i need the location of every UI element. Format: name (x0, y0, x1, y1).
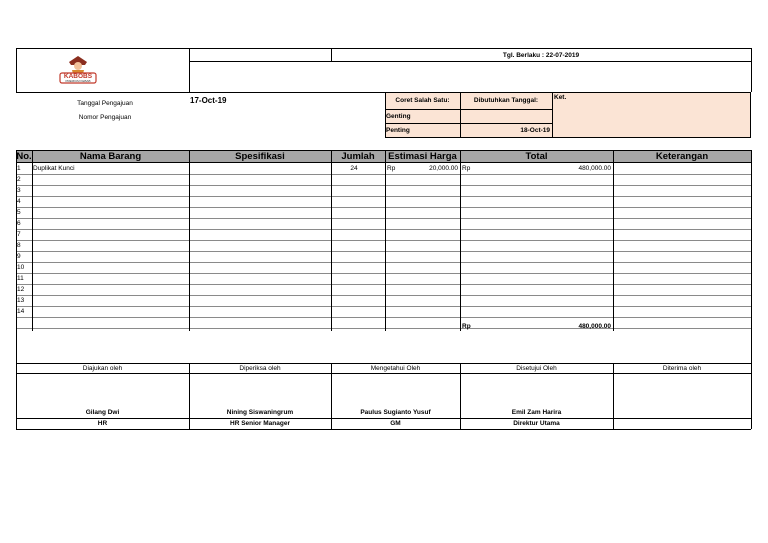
option-penting[interactable]: Penting (386, 127, 410, 134)
row-1-cur: Rp (387, 165, 396, 172)
signature-1-title: HR (97, 420, 108, 427)
row-5-no: 5 (17, 209, 21, 216)
col-header-keterangan: Keterangan (655, 151, 709, 162)
signature-2-name: Nining Siswaningrum (226, 409, 294, 416)
strike-one-label: Coret Salah Satu: (395, 97, 450, 104)
signature-1-name: Gilang Dwi (85, 409, 120, 416)
col-header-estimasi-harga: Estimasi Harga (388, 151, 457, 162)
col-header-total: Total (525, 151, 548, 162)
row-14-no: 14 (17, 308, 25, 315)
signature-3-name: Paulus Sugianto Yusuf (360, 409, 431, 416)
col-header-nama-barang: Nama Barang (79, 151, 142, 162)
request-number-label: Nomor Pengajuan (78, 114, 132, 121)
grand-total-value: 480,000.00 (578, 323, 611, 330)
col-header-spesifikasi: Spesifikasi (235, 151, 285, 162)
row-4-no: 4 (17, 198, 21, 205)
request-date-label: Tanggal Pengajuan (77, 100, 133, 107)
row-12-no: 12 (17, 286, 25, 293)
col-header-jumlah: Jumlah (341, 151, 375, 162)
row-2-no: 2 (17, 176, 21, 183)
row-3-no: 3 (17, 187, 21, 194)
logo-subtext: PREMIUM KEBAB (65, 79, 91, 83)
row-1-name: Duplikat Kunci (33, 165, 75, 172)
signature-4-role: Disetujui Oleh (516, 365, 557, 372)
row-7-no: 7 (17, 231, 21, 238)
signature-3-title: GM (390, 420, 401, 427)
row-1-price: 20,000.00 (429, 165, 458, 172)
company-logo (57, 53, 99, 87)
row-11-no: 11 (17, 275, 24, 282)
col-header-no: No. (16, 151, 32, 162)
signature-4-name: Emil Zam Harira (511, 409, 562, 416)
row-1-tcur: Rp (462, 165, 471, 172)
row-6-no: 6 (17, 220, 21, 227)
row-1-no: 1 (17, 165, 21, 172)
effective-date: Tgl. Berlaku : 22-07-2019 (502, 52, 580, 59)
signature-2-title: HR Senior Manager (230, 420, 290, 427)
request-date-value: 17-Oct-19 (190, 96, 227, 105)
signature-3-role: Mengetahui Oleh (370, 365, 421, 372)
signature-2-role: Diperiksa oleh (239, 365, 281, 372)
row-8-no: 8 (17, 242, 21, 249)
signature-5-role: Diterima oleh (662, 365, 702, 372)
grand-total-currency: Rp (462, 323, 471, 330)
needed-date-value: 18-Oct-19 (520, 127, 550, 134)
row-1-total: 480,000.00 (578, 165, 611, 172)
option-genting[interactable]: Genting (386, 113, 411, 120)
notes-label: Ket. (554, 94, 567, 101)
needed-date-label: Dibutuhkan Tanggal: (473, 97, 539, 104)
row-10-no: 10 (17, 264, 25, 271)
row-9-no: 9 (17, 253, 21, 260)
signature-4-title: Direktur Utama (513, 420, 560, 427)
signature-1-role: Diajukan oleh (82, 365, 123, 372)
logo-text: KABOBS (63, 73, 93, 80)
row-13-no: 13 (17, 297, 25, 304)
row-1-qty: 24 (350, 165, 358, 172)
